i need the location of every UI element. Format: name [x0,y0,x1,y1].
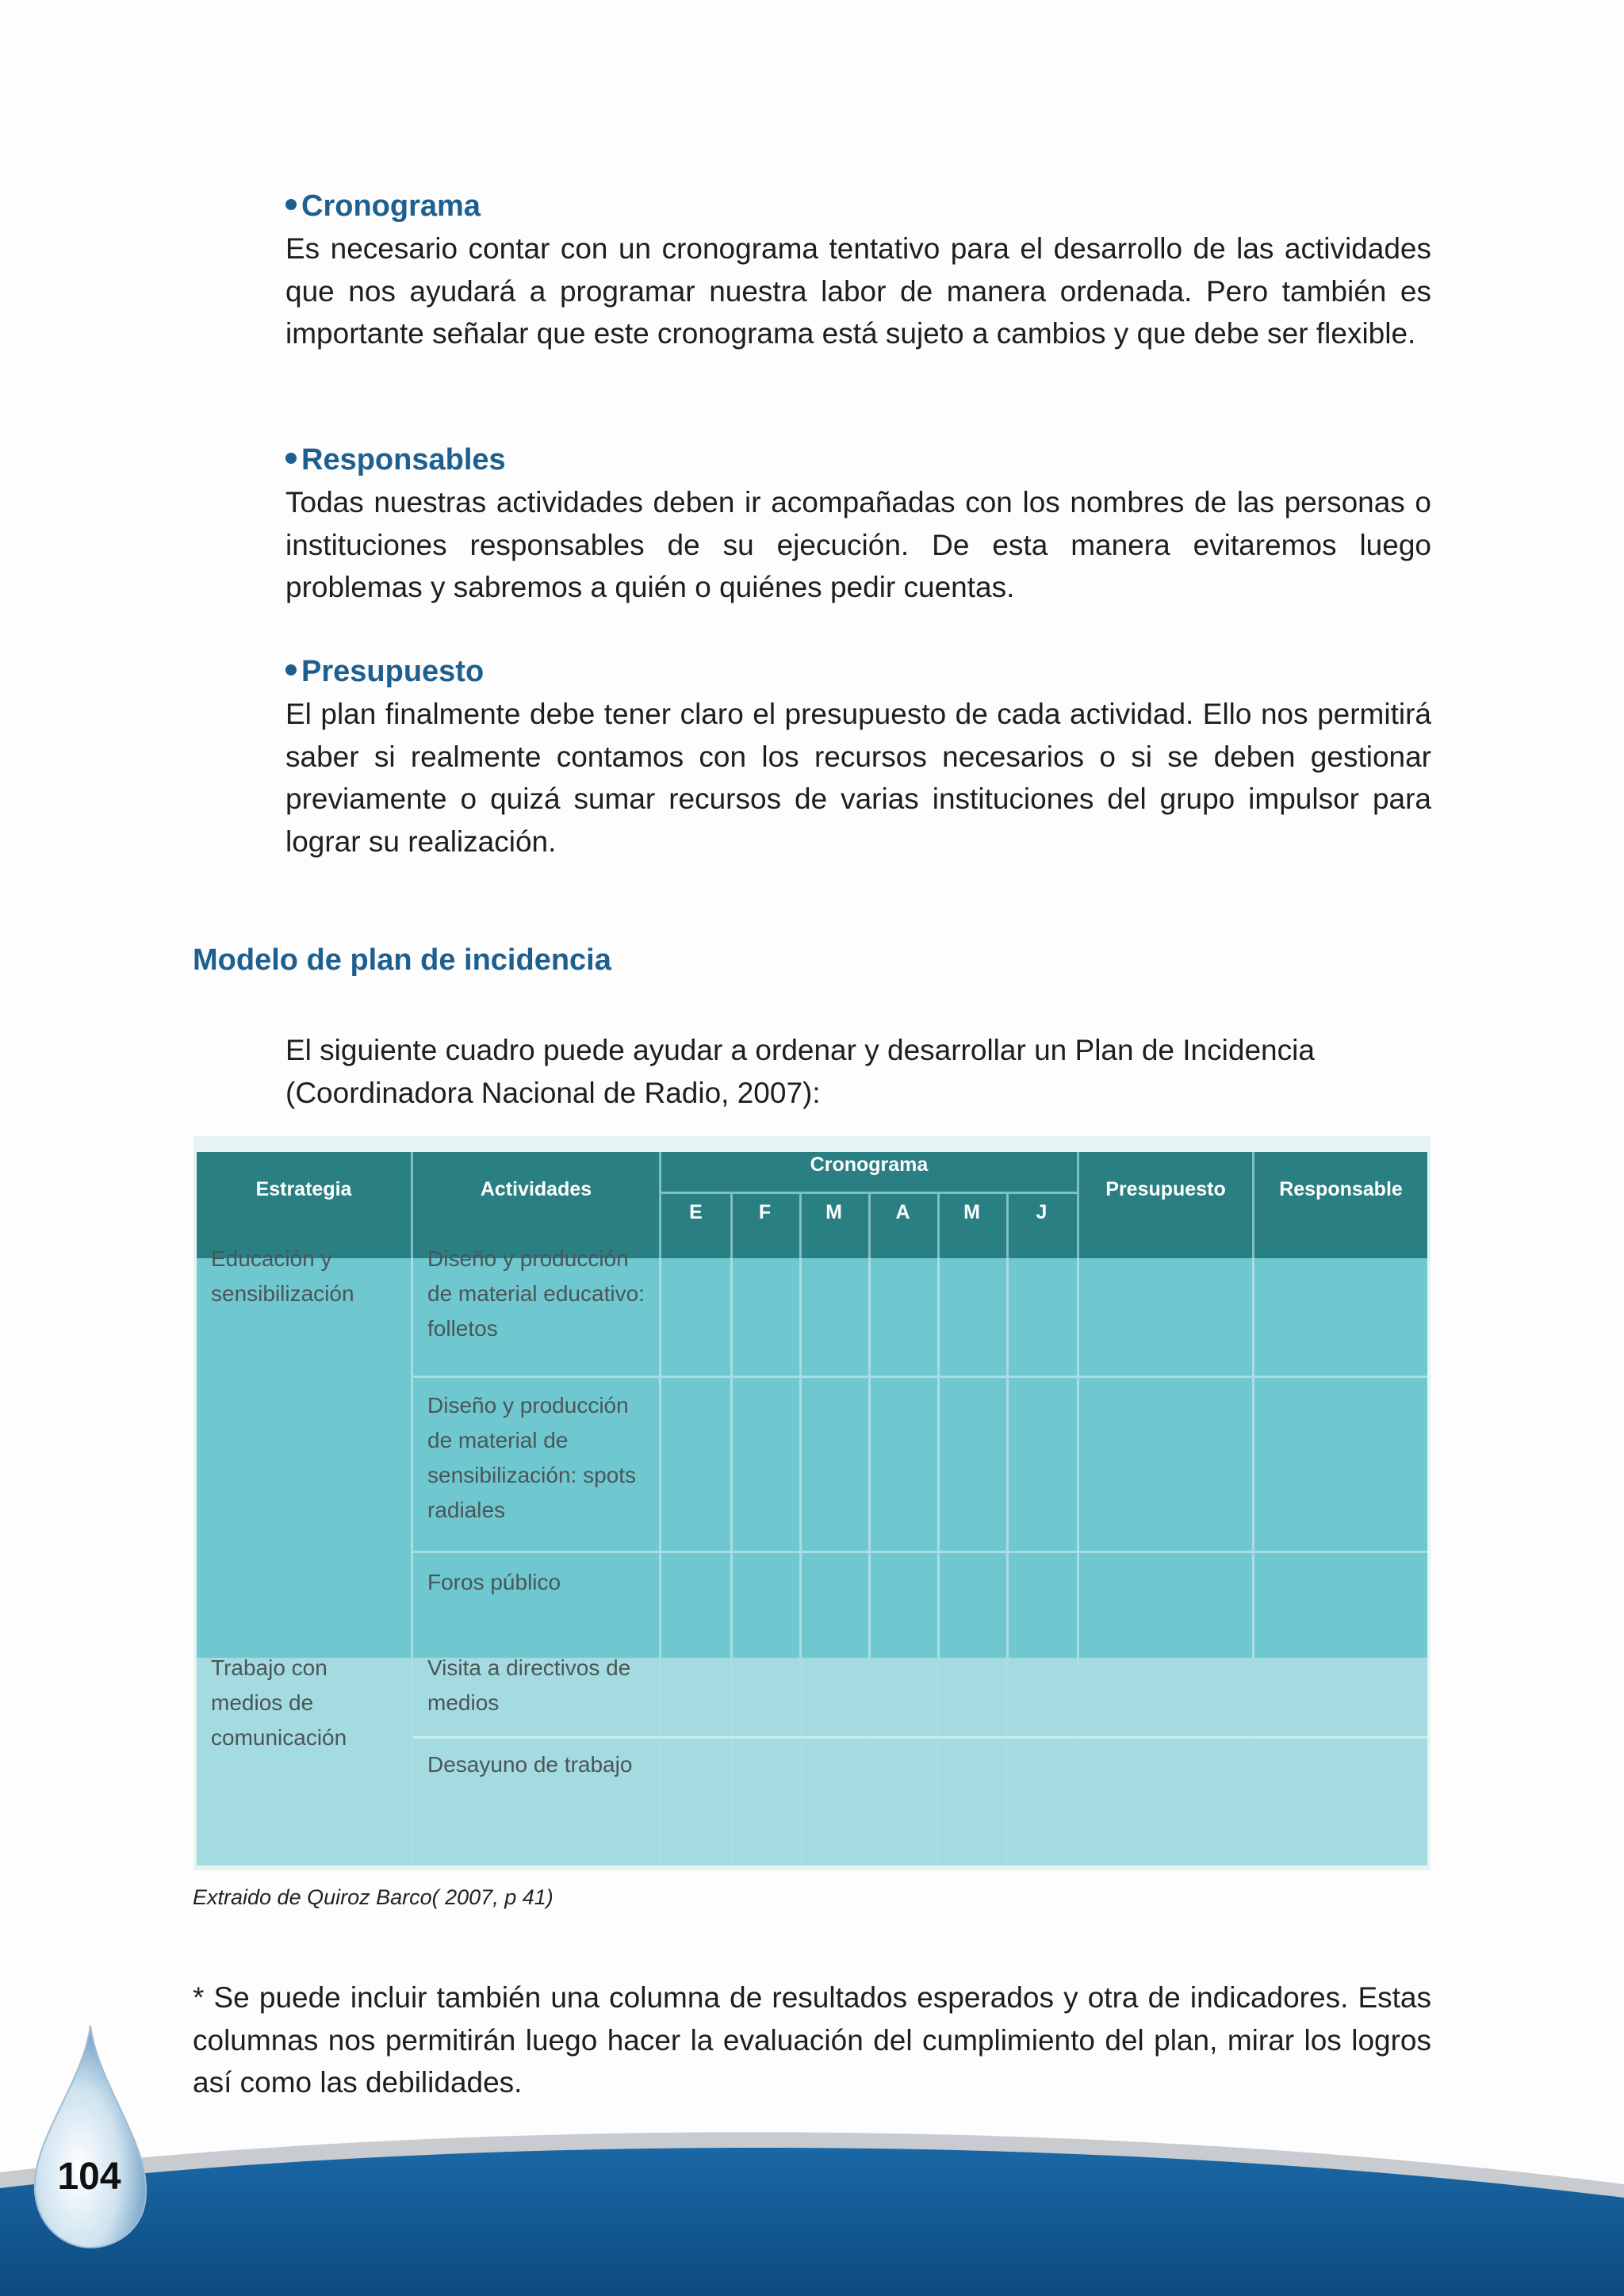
strategy-media: Trabajo con medios de comunicación [211,1655,347,1750]
grid-line [1077,1258,1079,1866]
bullet-icon [285,453,297,464]
header-presupuesto: Presupuesto [1105,1178,1226,1200]
month-a: A [895,1201,910,1223]
activity-foros: Foros público [427,1570,561,1594]
month-f: F [758,1201,772,1223]
bullet-icon [285,199,297,210]
grid-line [1252,1258,1254,1866]
section-paragraph: Es necesario contar con un cronograma tentativo para el desarrollo de las actividades que nos ayudará a programar nuestra labor de manera ordenada. Pero también es importante señalar que este cronograma está sujeto a cambios y que debe ser flexible. [285,232,1431,350]
header-divider [1006,1194,1009,1258]
header-divider [868,1194,871,1258]
intro-paragraph: El siguiente cuadro puede ayudar a ordenar y desarrollar un Plan de Incidencia (Coordinadora Nacional de Radio, 2007): [285,1034,1315,1109]
section-cronograma [285,185,1431,355]
header-actividades: Actividades [480,1178,592,1200]
month-j: J [1036,1201,1048,1223]
header-estrategia: Estrategia [255,1178,352,1200]
section-presupuesto [285,650,1431,863]
grid-line [1006,1258,1009,1866]
header-divider [799,1194,802,1258]
section-heading [285,438,1431,481]
table-header [197,1152,1427,1258]
header-responsable: Responsable [1279,1178,1403,1200]
strategy-group-media [197,1658,1427,1866]
heading-text: Cronograma [301,189,481,223]
heading-text: Presupuesto [301,655,485,688]
month-m2: M [963,1201,980,1223]
bullet-icon [285,664,297,675]
grid-line [659,1258,661,1866]
strategy-education: Educación y sensibilización [211,1246,354,1306]
grid-line [799,1258,802,1866]
table-caption: Extraido de Quiroz Barco( 2007, p 41) [193,1885,553,1909]
footnote: * Se puede incluir también una columna de resultados esperados y otra de indicadores. Estas columnas nos permitirán luego hacer la evaluación del cumplimiento del plan, mirar los logros así como las debilidades. [193,1981,1431,2099]
water-drop-icon [27,2022,154,2252]
section-paragraph: El plan finalmente debe tener claro el presupuesto de cada actividad. Ello nos permitirá saber si realmente contamos con los recursos necesarios o si se deben gestionar previamente o quizá sumar recursos de varias instituciones del grupo impulsor para lograr su realización. [285,698,1431,858]
section-heading [285,185,1431,228]
section-responsables [285,438,1431,609]
footer-wave [0,2109,1624,2296]
activity-desayuno: Desayuno de trabajo [427,1752,633,1777]
month-m1: M [825,1201,842,1223]
grid-line [730,1258,733,1866]
heading-text: Responsables [301,443,506,476]
header-divider [411,1152,413,1258]
header-divider [937,1194,940,1258]
row-divider [413,1376,1427,1378]
model-title: Modelo de plan de incidencia [193,943,611,977]
header-divider [1077,1152,1079,1258]
plan-table [193,1136,1431,1870]
header-cronograma: Cronograma [810,1154,929,1176]
row-divider [413,1551,1427,1553]
month-e: E [689,1201,703,1223]
grid-line [411,1258,413,1866]
row-divider [413,1736,1427,1739]
header-divider [730,1194,733,1258]
activity-visita: Visita a directivos de medios [427,1655,631,1715]
page-number: 104 [57,2156,121,2198]
section-heading [285,650,1431,693]
strategy-group-education [197,1258,1427,1658]
activity-folletos: Diseño y producción de material educativo: folletos [427,1246,645,1341]
activity-spots: Diseño y producción de material de sensibilización: spots radiales [427,1393,637,1522]
grid-line [937,1258,940,1866]
header-divider [1252,1152,1254,1258]
grid-line [868,1258,871,1866]
section-paragraph: Todas nuestras actividades deben ir acompañadas con los nombres de las personas o instituciones responsables de su ejecución. De esta manera evitaremos luego problemas y sabremos a quién o quiénes pedir cuentas. [285,486,1431,603]
